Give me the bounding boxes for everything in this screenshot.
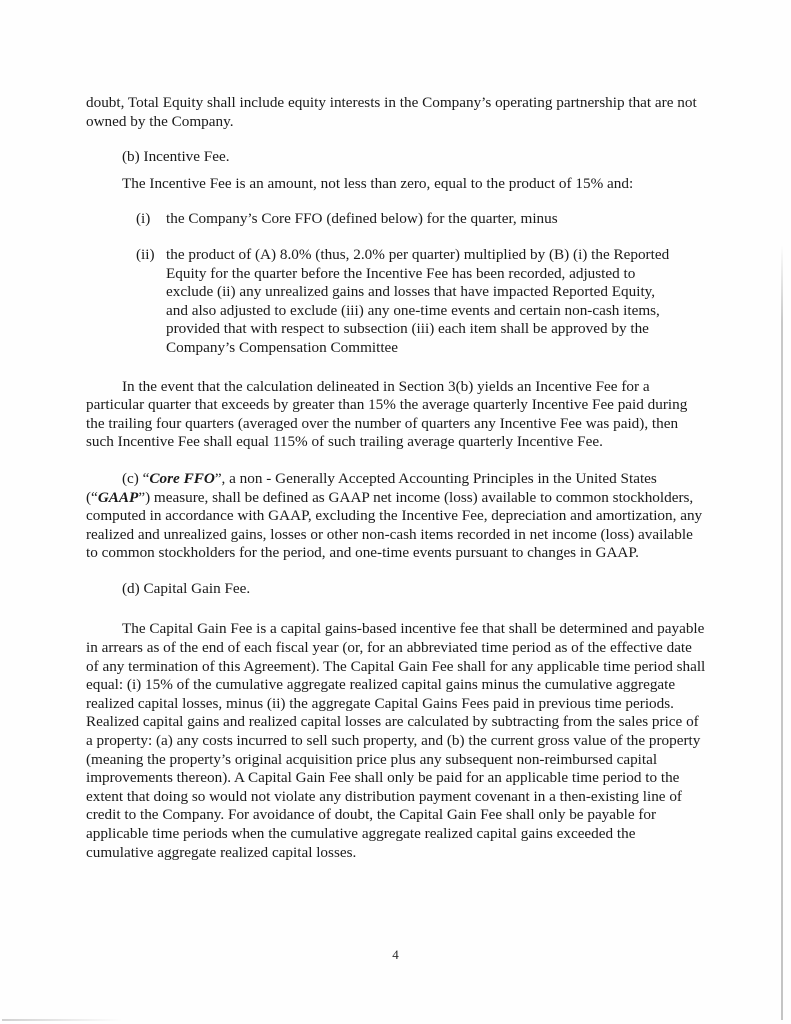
page-body [86, 94, 706, 862]
section-c-mid: ”, a non - Generally Accepted Accounting Principles in the United States (“ [86, 469, 657, 506]
section-c-rest: ”) measure, shall be defined as GAAP net income (loss) available to common stockholders, computed in accordance with GAAP, excluding the Incentive Fee, depreciation and amortization, any realized and unrealized gains, losses or other non-cash items recorded in net income (loss) available to common stockholders for the period, and one-time events pursuant to changes in GAAP. [86, 488, 703, 562]
section-b-intro: The Incentive Fee is an amount, not less than zero, equal to the product of 15% and: [122, 174, 634, 192]
list-item-text: the product of (A) 8.0% (thus, 2.0% per quarter) multiplied by (B) (i) the Reported Equity for the quarter before the Incentive Fee has been recorded, adjusted to exclude (ii) any unrealized gains and losses that have impacted Reported Equity, and also adjusted to exclude (iii) any one-time events and certain non-cash items, provided that with respect to subsection (iii) each item shall be approved by the Company’s Compensation Committee [166, 245, 670, 356]
section-c-prefix: (c) “ [122, 469, 150, 487]
scan-edge-shadow-bottom [2, 1019, 122, 1021]
page-number: 4 [392, 947, 399, 962]
section-c-paragraph [86, 470, 706, 563]
scan-edge-shadow-right [781, 245, 783, 1020]
list-item [86, 246, 706, 358]
defined-term-gaap: GAAP [97, 488, 139, 506]
list-item [86, 210, 706, 229]
list-item-text: the Company’s Core FFO (defined below) for the quarter, minus [166, 210, 558, 228]
incentive-fee-cap-paragraph: In the event that the calculation delineated in Section 3(b) yields an Incentive Fee for a particular quarter that exceeds by greater than 15% the average quarterly Incentive Fee paid during the trailing four quarters (averaged over the number of quarters any Incentive Fee was paid), then such Incentive Fee shall equal 115% of such trailing average quarterly Incentive Fee. [86, 377, 688, 451]
section-d-paragraph: The Capital Gain Fee is a capital gains-based incentive fee that shall be determined and payable in arrears as of the end of each fiscal year (or, for an abbreviated time period as of the effective date of any termination of this Agreement). The Capital Gain Fee shall for any applicable time period shall equal: (i) 15% of the cumulative aggregate realized capital gains minus the cumulative aggregate realized capital losses, minus (ii) the aggregate Capital Gains Fees paid in previous time periods. Realized capital gains and realized capital losses are calculated by subtracting from the sales price of a property: (a) any costs incurred to sell such property, and (b) the current gross value of the property (meaning the property’s original acquisition price plus any subsequent non-reimbursed capital improvements thereon). A Capital Gain Fee shall only be paid for an applicable time period to the extent that doing so would not violate any distribution payment covenant in a then-existing line of credit to the Company. For avoidance of doubt, the Capital Gain Fee shall only be payable for applicable time periods when the cumulative aggregate realized capital gains exceeded the cumulative aggregate realized capital losses. [86, 620, 706, 861]
continuation-paragraph: doubt, Total Equity shall include equity interests in the Company’s operating partnership that are not owned by the Company. [86, 94, 697, 130]
defined-term-core-ffo: Core FFO [149, 469, 215, 487]
list-marker: (i) [136, 210, 151, 228]
list-marker: (ii) [136, 245, 155, 263]
section-b-heading: (b) Incentive Fee. [122, 148, 230, 166]
section-d-heading: (d) Capital Gain Fee. [122, 579, 251, 597]
